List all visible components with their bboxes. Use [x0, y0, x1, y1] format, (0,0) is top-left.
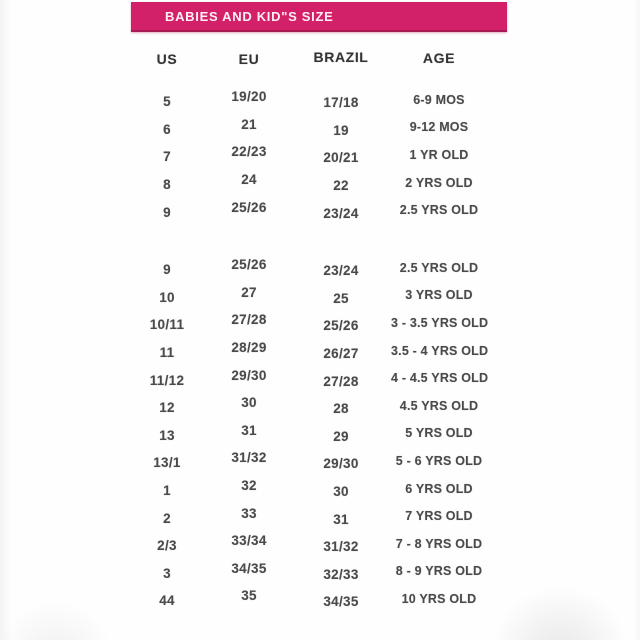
table-row: [127, 256, 487, 284]
cell-brazil: 28: [333, 401, 349, 417]
cell-eu: 25/26: [231, 199, 267, 215]
cell-brazil: 25: [333, 290, 349, 306]
table-row: [127, 532, 487, 560]
table-row: [127, 587, 487, 615]
table-row: [127, 284, 487, 312]
cell-brazil: 17/18: [323, 95, 359, 111]
cell-brazil: 31/32: [323, 539, 359, 555]
cell-brazil: 34/35: [323, 594, 359, 610]
table-row: [127, 171, 487, 199]
cell-us: 3: [163, 565, 171, 581]
cell-eu: 35: [241, 588, 257, 604]
table-row: [127, 422, 487, 450]
cell-eu: 27: [241, 284, 257, 300]
cell-age: 2 YRS OLD: [405, 175, 473, 190]
header-row: [127, 46, 487, 72]
cell-eu: 33/34: [231, 533, 267, 549]
table-row: [127, 504, 487, 532]
cell-eu: 19/20: [231, 89, 267, 105]
cell-us: 9: [163, 204, 171, 220]
cell-us: 44: [159, 593, 175, 609]
cell-age: 5 - 6 YRS OLD: [395, 453, 483, 468]
column-header-us: US: [156, 51, 178, 67]
cell-us: 1: [163, 483, 171, 499]
cell-brazil: 23/24: [323, 205, 359, 221]
cell-eu: 21: [241, 116, 257, 132]
cell-age: 6-9 MOS: [413, 92, 465, 107]
table-row: [127, 116, 487, 144]
cell-age: 1 YR OLD: [409, 147, 469, 162]
title-bar: [131, 2, 507, 32]
cell-brazil: 31: [333, 511, 349, 527]
page-title: BABIES AND KID"S SIZE: [165, 8, 334, 24]
cell-age: 7 YRS OLD: [405, 509, 473, 524]
cell-age: 6 YRS OLD: [405, 481, 473, 496]
cell-us: 2: [163, 510, 171, 526]
cell-us: 13/1: [153, 455, 181, 471]
cell-eu: 34/35: [231, 560, 267, 576]
table-row: [127, 449, 487, 477]
cell-us: 11/12: [149, 372, 185, 388]
cell-eu: 32: [241, 478, 257, 494]
cell-us: 10/11: [149, 317, 185, 333]
cell-us: 7: [163, 149, 171, 165]
table-row: [127, 339, 487, 367]
cell-us: 11: [159, 345, 175, 361]
table-row: [127, 366, 487, 394]
cell-age: 9-12 MOS: [409, 120, 469, 135]
cell-brazil: 30: [333, 484, 349, 500]
column-header-age: AGE: [422, 50, 456, 66]
cell-brazil: 23/24: [323, 263, 359, 279]
table-row: [127, 88, 487, 116]
cell-eu: 31: [241, 422, 257, 438]
cell-age: 3.5 - 4 YRS OLD: [391, 343, 489, 358]
cell-age: 2.5 YRS OLD: [399, 203, 479, 218]
cell-age: 7 - 8 YRS OLD: [395, 536, 483, 551]
cell-us: 6: [163, 121, 171, 137]
cell-eu: 30: [241, 395, 257, 411]
cell-age: 2.5 YRS OLD: [399, 260, 479, 275]
cell-eu: 24: [241, 172, 257, 188]
cell-brazil: 20/21: [323, 150, 359, 166]
cell-us: 13: [159, 427, 175, 443]
cell-eu: 25/26: [231, 257, 267, 273]
cell-brazil: 25/26: [323, 318, 359, 334]
cell-brazil: 29: [333, 428, 349, 444]
table-row: [127, 311, 487, 339]
cell-eu: 33: [241, 505, 257, 521]
cell-age: 4.5 YRS OLD: [399, 398, 479, 413]
cell-eu: 29/30: [231, 367, 267, 383]
cell-age: 5 YRS OLD: [405, 426, 473, 441]
table-row: [127, 143, 487, 171]
table-header: [127, 46, 487, 72]
cell-brazil: 19: [333, 122, 349, 138]
column-header-brazil: BRAZIL: [313, 49, 369, 65]
cell-us: 8: [163, 177, 171, 193]
cell-age: 3 - 3.5 YRS OLD: [391, 315, 489, 330]
table-section-babies: [127, 88, 487, 226]
cell-brazil: 22: [333, 178, 349, 194]
cell-brazil: 32/33: [323, 566, 359, 582]
cell-age: 8 - 9 YRS OLD: [395, 564, 483, 579]
cell-eu: 31/32: [231, 450, 267, 466]
cell-us: 10: [159, 289, 175, 305]
cell-brazil: 26/27: [323, 346, 359, 362]
cell-eu: 22/23: [231, 144, 267, 160]
cell-age: 10 YRS OLD: [401, 591, 477, 606]
column-header-eu: EU: [238, 51, 260, 67]
cell-us: 5: [163, 94, 171, 110]
cell-brazil: 27/28: [323, 373, 359, 389]
table-row: [127, 560, 487, 588]
table-row: [127, 477, 487, 505]
cell-age: 4 - 4.5 YRS OLD: [391, 371, 489, 386]
cell-eu: 27/28: [231, 312, 267, 328]
cell-us: 9: [163, 262, 171, 278]
cell-us: 12: [159, 400, 175, 416]
table-row: [127, 394, 487, 422]
size-table: [127, 46, 487, 615]
cell-age: 3 YRS OLD: [405, 288, 473, 303]
cell-us: 2/3: [157, 538, 177, 554]
table-row: [127, 198, 487, 226]
cell-brazil: 29/30: [323, 456, 359, 472]
cell-eu: 28/29: [231, 340, 267, 356]
table-section-kids: [127, 256, 487, 615]
